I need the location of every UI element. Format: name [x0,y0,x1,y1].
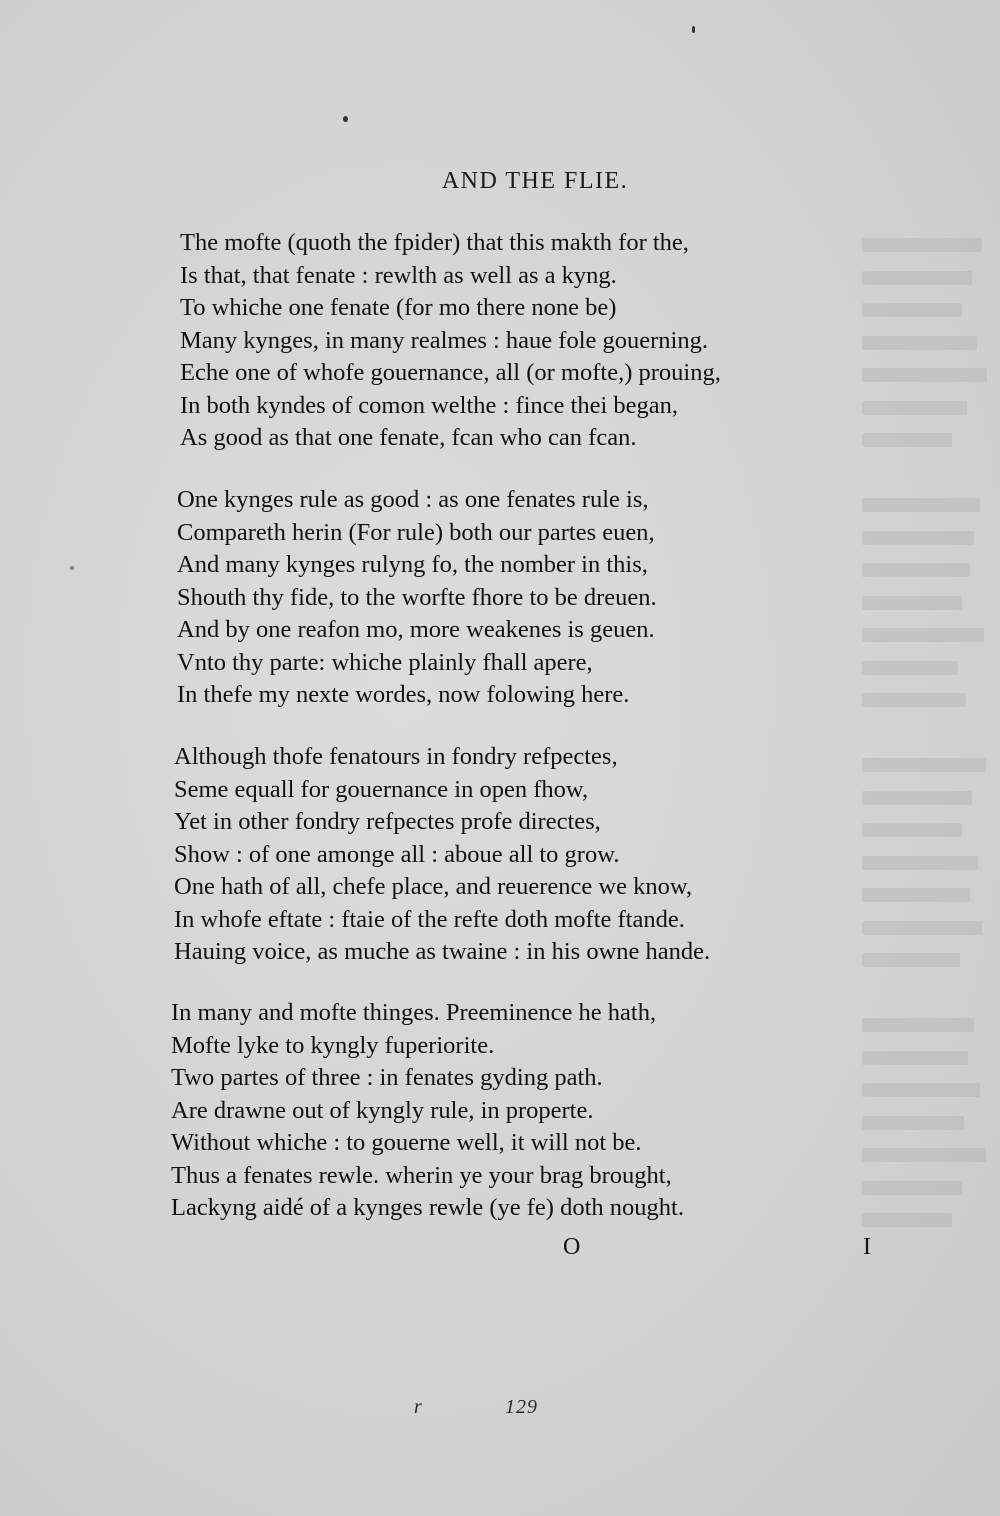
bleed-line [862,976,1000,1009]
bleed-stroke [862,596,962,610]
verse-line: Without whiche : to gouerne well, it will not be. [171,1129,642,1156]
ink-speck [343,116,348,122]
catchword: O [563,1234,581,1260]
bleed-stroke [862,1083,980,1097]
page-title: AND THE FLIE. [441,168,629,194]
bleed-line [862,553,1000,586]
bleed-stroke [862,1116,964,1130]
bleed-stroke [862,303,962,317]
verse-line: Two partes of three : in fenates gyding path. [171,1064,603,1091]
bleed-line [862,813,1000,846]
bleed-stroke [862,1051,968,1065]
bleed-line [862,228,1000,261]
bleed-line [862,1041,1000,1074]
verse-line: Is that, that fenate : rewlth as well as a kyng. [180,261,617,289]
verse-line: And many kynges rulyng fo, the nomber in this, [177,551,648,578]
catchword: I [863,1234,871,1260]
verse-line: Eche one of whofe gouernance, all (or mofte,) prouing, [180,359,721,386]
verse-line: To whiche one fenate (for mo there none be) [180,294,617,321]
page-number: 129 [505,1396,538,1418]
bleed-line [862,261,1000,294]
bleed-line [862,651,1000,684]
bleed-line [862,293,1000,326]
bleed-stroke [862,661,958,675]
verse-line: Shouth thy fide, to the worfte fhore to be dreuen. [177,583,657,611]
verse-line: In both kyndes of comon welthe : fince thei began, [180,391,679,419]
verse-line: In whofe eftate : ftaie of the refte doth mofte ftande. [174,905,685,933]
verse-line: And by one reafon mo, more weakenes is geuen. [177,616,655,643]
bleed-line [862,748,1000,781]
verse-line: Yet in other fondry refpectes profe directes, [174,808,601,835]
bleed-line [862,358,1000,391]
bleed-stroke [862,336,977,350]
bleed-stroke [862,1181,962,1195]
verse-line: As good as that one fenate, fcan who can fcan. [180,424,637,451]
bleed-line [862,846,1000,879]
bleed-stroke [862,531,974,545]
verse-line: One hath of all, chefe place, and reuerence we know, [174,873,693,900]
bleed-line [862,911,1000,944]
verse-line: Many kynges, in many realmes : haue fole gouerning. [180,326,708,354]
bleed-stroke [862,823,962,837]
bleed-line [862,716,1000,749]
bleed-line [862,1138,1000,1171]
bleed-stroke [862,368,987,382]
bleed-stroke [862,888,970,902]
bleed-stroke [862,758,986,772]
verse-line: Thus a fenates rewle. wherin ye your brag brought, [171,1161,672,1189]
verse-line: Seme equall for gouernance in open fhow, [174,775,589,803]
bleed-line [862,1008,1000,1041]
bleed-line [862,1236,1000,1269]
stanza-3 [174,741,710,969]
bleed-stroke [862,856,978,870]
stanza-4 [171,997,684,1225]
verse-line: In many and mofte thinges. Preeminence he hath, [171,999,657,1026]
bleed-line [862,781,1000,814]
bleed-line [862,1073,1000,1106]
verse-line: The mofte (quoth the fpider) that this makth for the, [180,229,689,256]
bleed-line [862,423,1000,456]
bleed-line [862,1171,1000,1204]
verse-line: Lackyng aidé of a kynges rewle (ye fe) doth nought. [171,1194,684,1221]
bleed-line [862,683,1000,716]
bleed-line [862,391,1000,424]
bleed-line [862,326,1000,359]
bleed-line [862,1203,1000,1236]
bleed-stroke [862,498,980,512]
verse-line: In thefe my nexte wordes, now folowing here. [177,681,630,708]
ink-speck [70,566,74,570]
bleed-stroke [862,628,984,642]
ink-speck [692,26,695,33]
verse-line: One kynges rule as good : as one fenates rule is, [177,486,649,513]
bleed-line [862,943,1000,976]
signature-mark: r [414,1396,422,1418]
bleed-line [862,488,1000,521]
stanza-2 [177,484,657,712]
bleed-stroke [862,791,972,805]
bleed-stroke [862,1213,952,1227]
bleed-stroke [862,238,982,252]
bleed-stroke [862,271,972,285]
bleed-line [862,456,1000,489]
stanza-1 [180,227,721,455]
verse-line: Vnto thy parte: whiche plainly fhall apere, [177,648,593,676]
bleed-line [862,618,1000,651]
bleed-line [862,878,1000,911]
bleed-stroke [862,693,966,707]
verse-line: Show : of one amonge all : aboue all to grow. [174,840,620,868]
verse-line: Compareth herin (For rule) both our partes euen, [177,518,655,546]
bleed-stroke [862,1148,986,1162]
bleed-line [862,586,1000,619]
bleed-line [862,1106,1000,1139]
bleed-through-text [862,228,1000,1288]
bleed-line [862,521,1000,554]
verse-line: Although thofe fenatours in fondry refpectes, [174,743,618,770]
bleed-stroke [862,953,960,967]
verse-line: Hauing voice, as muche as twaine : in his owne hande. [174,938,711,965]
bleed-stroke [862,433,952,447]
verse-line: Mofte lyke to kyngly fuperiorite. [171,1031,495,1059]
bleed-stroke [862,921,982,935]
bleed-stroke [862,563,970,577]
bleed-stroke [862,401,967,415]
verse-line: Are drawne out of kyngly rule, in properte. [171,1096,594,1124]
bleed-stroke [862,1018,974,1032]
